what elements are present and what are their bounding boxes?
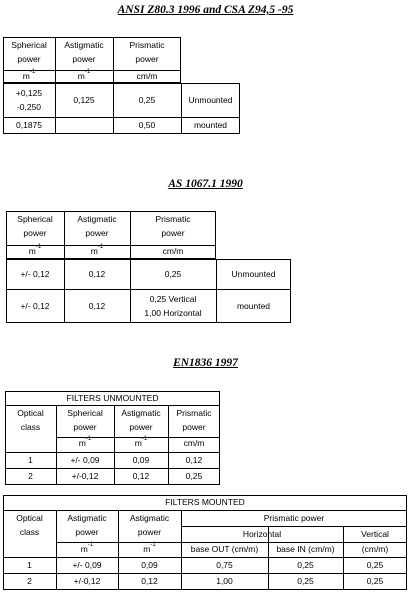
en-mounted-row1-col3: 0,09	[141, 560, 158, 570]
en-mounted-unit-vertical: (cm/m)	[361, 544, 389, 554]
en-unmounted-row2-spherical: +/-0,12	[71, 471, 99, 481]
en-mounted-header-col2: Astigmatic power	[67, 513, 107, 537]
as-row1-label: Unmounted	[231, 269, 276, 279]
en-unmounted-row2-class: 2	[28, 471, 33, 481]
en-mounted-header-prismatic: Prismatic power	[263, 513, 325, 523]
ansi-header-astigmatic: Astigmatic power	[64, 40, 104, 64]
en-unmounted-row1-prismatic: 0,12	[185, 455, 203, 465]
ansi-header-prismatic: Prismatic power	[129, 40, 165, 64]
as-row2-prismatic: 0,25 Vertical 1,00 Horizontal	[144, 294, 202, 318]
ansi-title: ANSI Z80.3 1996 and CSA Z94,5 -95	[117, 4, 294, 16]
ansi-unit-astigmatic: $m^{-1}$	[77, 69, 91, 81]
ansi-row2-prismatic: 0,50	[138, 120, 156, 130]
ansi-row1-astigmatic: 0,125	[73, 95, 95, 105]
en-unmounted-row2-prismatic: 0,25	[185, 471, 203, 481]
as-row2-astigmatic: 0,12	[88, 301, 106, 311]
as-header-astigmatic: Astigmatic power	[77, 214, 117, 238]
as-header-spherical: Spherical power	[17, 214, 53, 238]
en-mounted-row2-class: 2	[27, 576, 32, 586]
as-unit-spherical: $m^{-1}$	[28, 244, 42, 256]
en-unmounted-title: FILTERS UNMOUNTED	[66, 393, 159, 403]
en-mounted-header-vertical: Vertical	[361, 529, 389, 539]
en-unmounted-header-spherical: Spherical power	[67, 408, 103, 432]
as-unit-prismatic: cm/m	[162, 246, 184, 256]
ansi-row2-label: mounted	[193, 120, 228, 130]
en-mounted-unit-base-in: base IN (cm/m)	[276, 544, 335, 554]
en-mounted-row2-vertical: 0,25	[366, 576, 384, 586]
en-mounted-header-col3: Astigmatic power	[129, 513, 170, 537]
as-title: AS 1067.1 1990	[168, 178, 243, 190]
en-unmounted-header-astigmatic: Astigmatic power	[121, 408, 161, 432]
en-mounted-row2-col3: 0,12	[141, 576, 158, 586]
en-unmounted-header-prismatic: Prismatic power	[176, 408, 212, 432]
en-unmounted-unit-astigmatic: $m^{-1}$	[134, 436, 148, 448]
as-row2-spherical: +/- 0,12	[20, 301, 50, 311]
as-header-prismatic: Prismatic power	[155, 214, 191, 238]
en-mounted-row1-col2: +/- 0,09	[72, 560, 102, 570]
ansi-row1-label: Unmounted	[188, 95, 233, 105]
as-row1-spherical: +/- 0,12	[20, 269, 50, 279]
ansi-row1-spherical: +0,125 -0,250	[15, 88, 43, 112]
en-mounted-unit-col2: $m^{-1}$	[80, 542, 94, 554]
en-mounted-row2-base-out: 1,00	[216, 576, 233, 586]
as-row1-astigmatic: 0,12	[88, 269, 106, 279]
as-row1-prismatic: 0,25	[164, 269, 182, 279]
en-mounted-unit-col3: $m^{-1}$	[143, 542, 156, 554]
en-mounted-row2-base-in: 0,25	[297, 576, 314, 586]
en-unmounted-row2-astigmatic: 0,12	[132, 471, 150, 481]
en-mounted-unit-base-out: base OUT (cm/m)	[190, 544, 259, 554]
en-mounted-header-horizontal: Horizontal	[242, 529, 282, 539]
en-unmounted-unit-spherical: $m^{-1}$	[78, 436, 92, 448]
ansi-header-spherical: Spherical power	[11, 40, 47, 64]
en-unmounted-row1-astigmatic: 0,09	[132, 455, 150, 465]
as-unit-astigmatic: $m^{-1}$	[90, 244, 104, 256]
en-title: EN1836 1997	[173, 357, 238, 369]
ansi-row1-prismatic: 0,25	[138, 95, 156, 105]
en-unmounted-row1-spherical: +/- 0,09	[70, 455, 100, 465]
en-mounted-row2-col2: +/-0,12	[73, 576, 101, 586]
ansi-unit-prismatic: cm/m	[136, 71, 158, 81]
ansi-row2-spherical: 0,1875	[16, 120, 42, 130]
en-unmounted-header-optical: Optical class	[17, 408, 44, 432]
en-mounted-row1-base-out: 0,75	[216, 560, 233, 570]
en-unmounted-unit-prismatic: cm/m	[183, 438, 205, 448]
en-unmounted-row1-class: 1	[28, 455, 33, 465]
en-mounted-row1-base-in: 0,25	[297, 560, 314, 570]
ansi-unit-spherical: $m^{-1}$	[22, 69, 36, 81]
en-mounted-header-optical: Optical class	[16, 513, 43, 537]
en-mounted-row1-class: 1	[27, 560, 32, 570]
en-mounted-title: FILTERS MOUNTED	[165, 497, 245, 507]
en-mounted-row1-vertical: 0,25	[366, 560, 384, 570]
as-row2-label: mounted	[236, 301, 271, 311]
